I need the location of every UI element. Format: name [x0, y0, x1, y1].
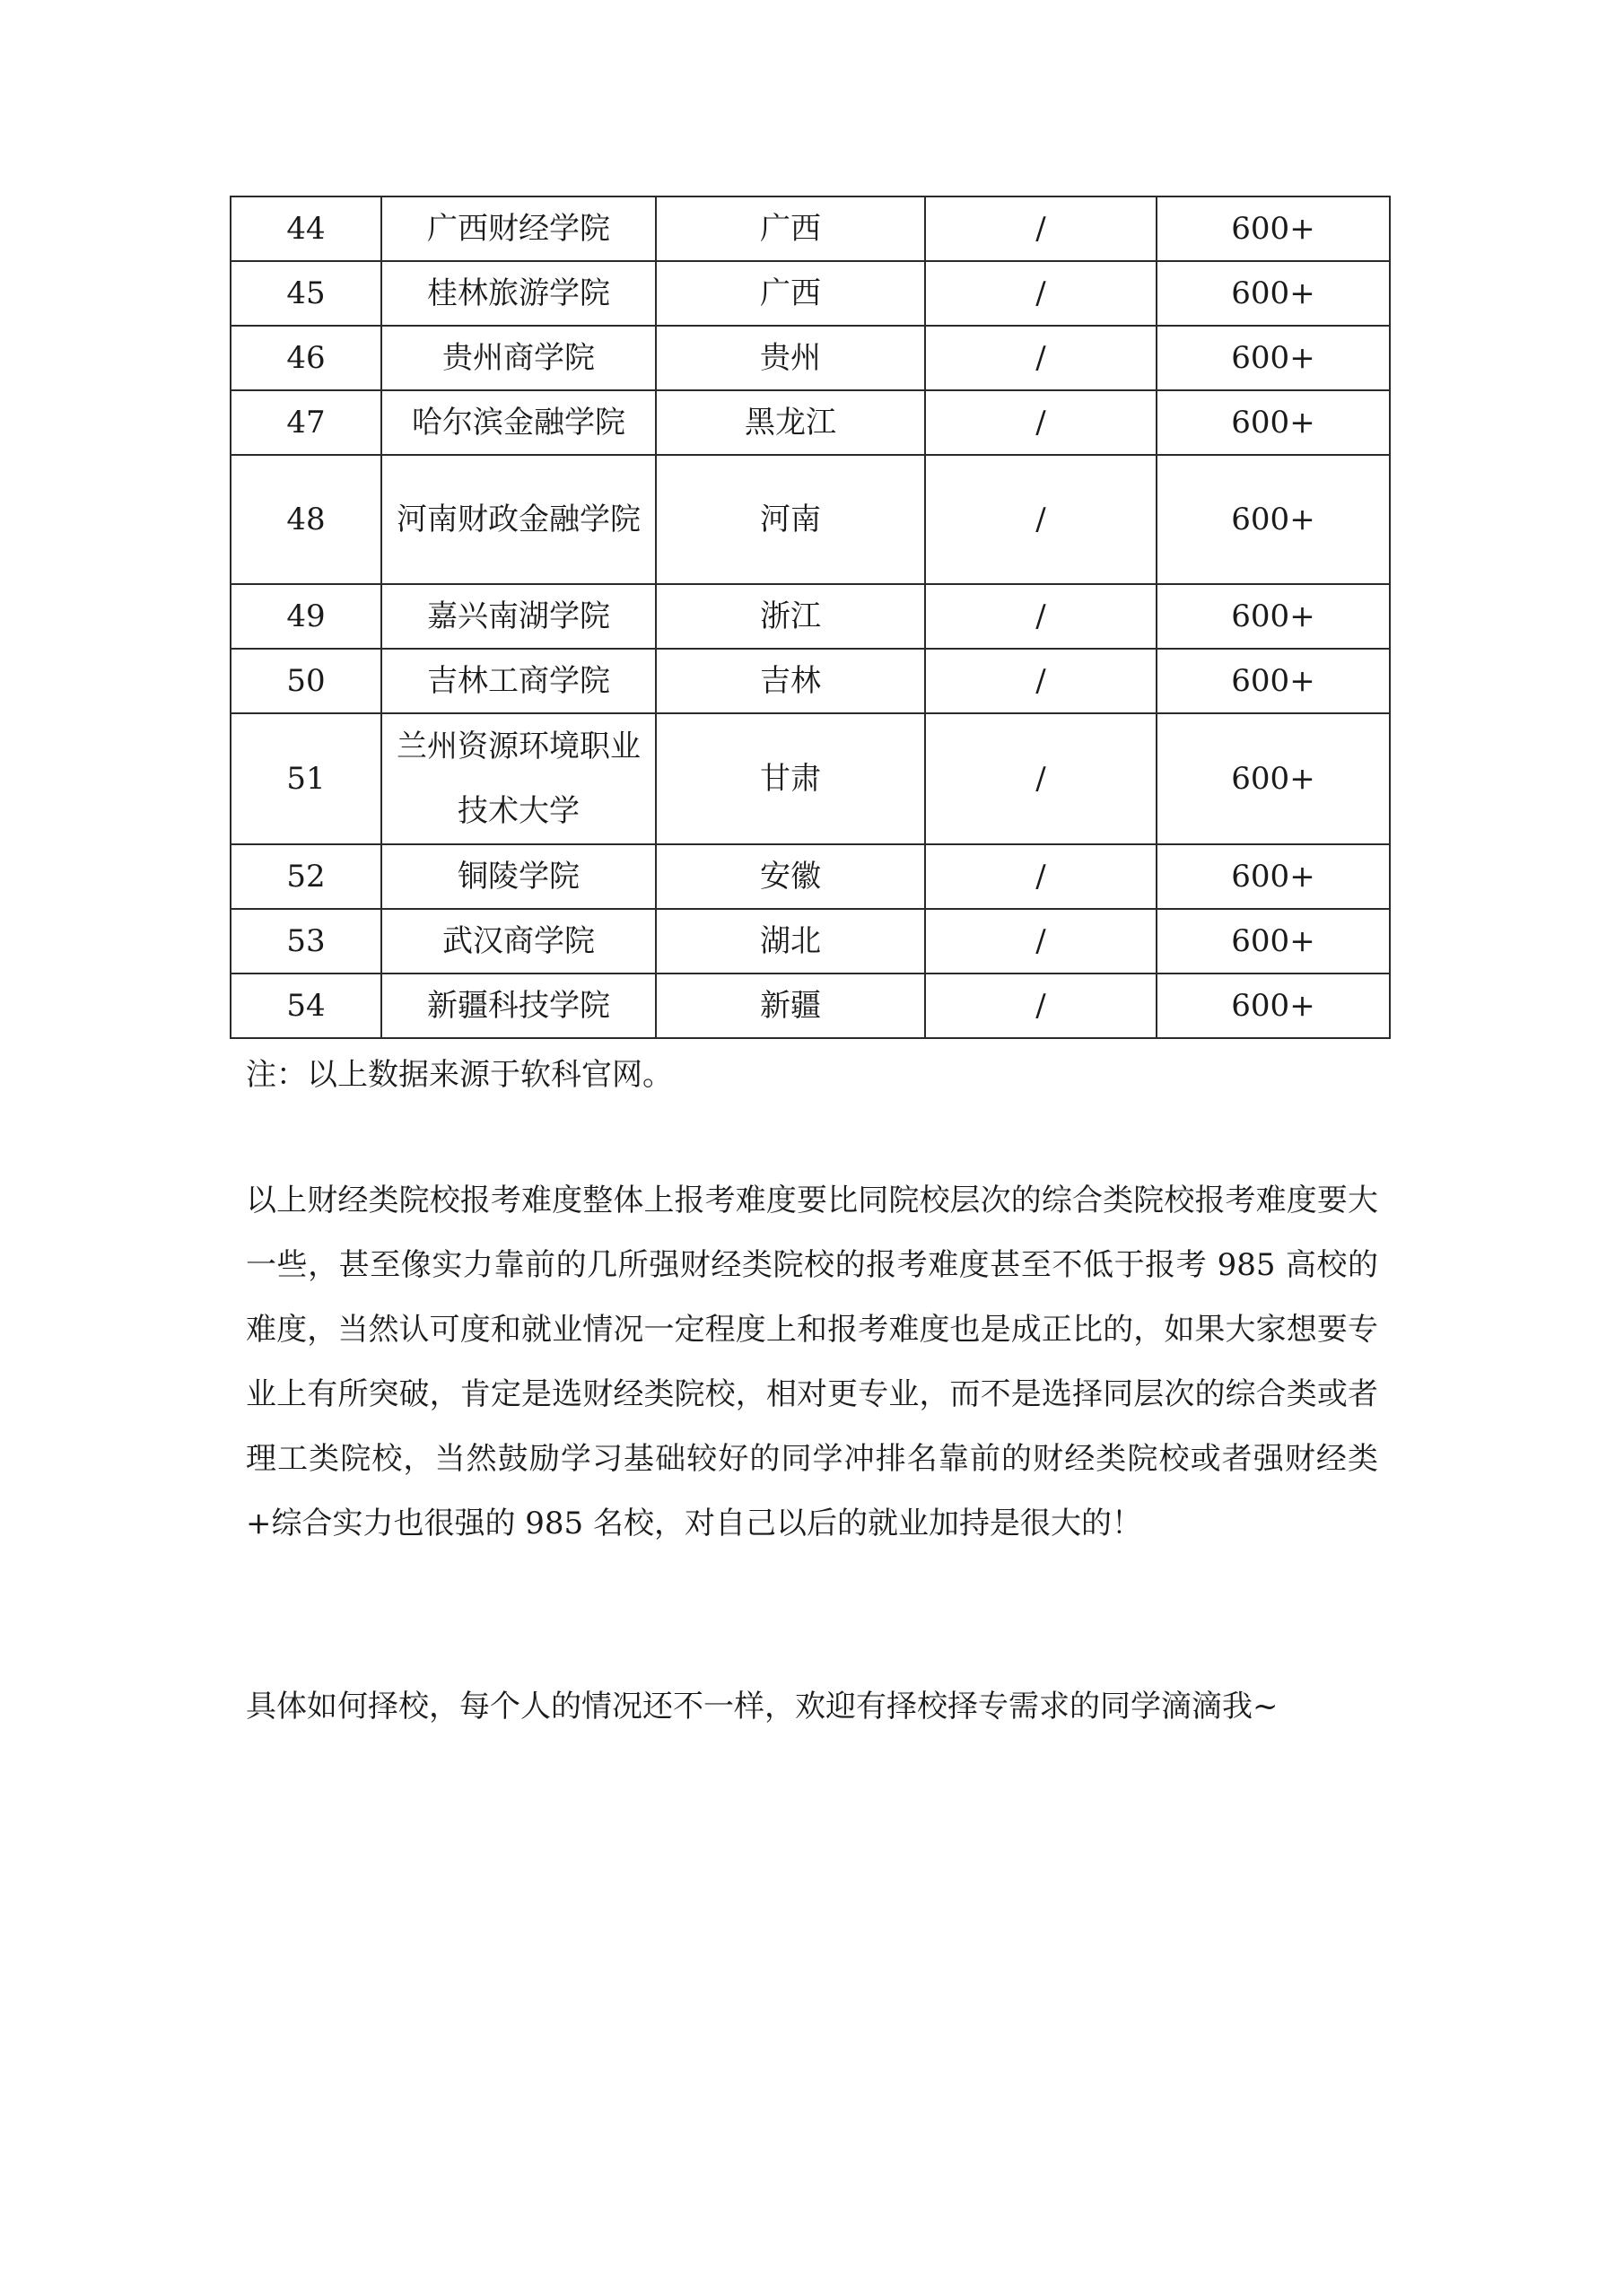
table-row [231, 909, 1390, 973]
line-cell: 600+ [1157, 649, 1390, 713]
line-cell: 600+ [1157, 584, 1390, 649]
school-name-cell: 兰州资源环境职业技术大学 [381, 713, 656, 844]
score-cell: / [925, 713, 1157, 844]
rank-cell: 45 [231, 261, 381, 326]
line-cell: 600+ [1157, 844, 1390, 909]
table-row [231, 390, 1390, 455]
region-cell: 浙江 [656, 584, 925, 649]
score-cell: / [925, 326, 1157, 390]
body-paragraph-analysis: 以上财经类院校报考难度整体上报考难度要比同院校层次的综合类院校报考难度要大一些，甚至像实力靠前的几所强财经类院校的报考难度甚至不低于报考 985 高校的难度，当然认可度和就业情况一定程度上和报考难度也是成正比的，如果大家想要专业上有所突破，肯定是选财经类院校，相对更专业，而不是选择同层次的综合类或者理工类院校，当然鼓励学习基础较好的同学冲排名靠前的财经类院校或者强财经类+综合实力也很强的 985 名校，对自己以后的就业加持是很大的！ [246, 1183, 1378, 1541]
score-cell: / [925, 649, 1157, 713]
line-cell: 600+ [1157, 326, 1390, 390]
region-cell: 广西 [656, 261, 925, 326]
school-name-cell: 广西财经学院 [381, 196, 656, 261]
table-row [231, 649, 1390, 713]
school-name-cell: 桂林旅游学院 [381, 261, 656, 326]
line-cell: 600+ [1157, 261, 1390, 326]
source-note: 注：以上数据来源于软科官网。 [246, 1057, 673, 1093]
score-cell: / [925, 261, 1157, 326]
school-name-cell: 武汉商学院 [381, 909, 656, 973]
table-row [231, 196, 1390, 261]
region-cell: 湖北 [656, 909, 925, 973]
rank-cell: 44 [231, 196, 381, 261]
rank-cell: 49 [231, 584, 381, 649]
school-name-cell: 贵州商学院 [381, 326, 656, 390]
line-cell: 600+ [1157, 713, 1390, 844]
table-row [231, 455, 1390, 584]
score-cell: / [925, 196, 1157, 261]
line-cell: 600+ [1157, 455, 1390, 584]
region-cell: 广西 [656, 196, 925, 261]
rank-cell: 54 [231, 973, 381, 1038]
region-cell: 安徽 [656, 844, 925, 909]
table-row [231, 844, 1390, 909]
region-cell: 新疆 [656, 973, 925, 1038]
score-cell: / [925, 909, 1157, 973]
school-name-cell: 嘉兴南湖学院 [381, 584, 656, 649]
school-name-cell: 河南财政金融学院 [381, 455, 656, 584]
rank-cell: 52 [231, 844, 381, 909]
region-cell: 甘肃 [656, 713, 925, 844]
table-row [231, 326, 1390, 390]
line-cell: 600+ [1157, 196, 1390, 261]
score-cell: / [925, 973, 1157, 1038]
region-cell: 贵州 [656, 326, 925, 390]
school-name-cell: 吉林工商学院 [381, 649, 656, 713]
line-cell: 600+ [1157, 390, 1390, 455]
region-cell: 黑龙江 [656, 390, 925, 455]
table-row [231, 713, 1390, 844]
score-cell: / [925, 844, 1157, 909]
rank-cell: 53 [231, 909, 381, 973]
score-cell: / [925, 390, 1157, 455]
score-cell: / [925, 584, 1157, 649]
rank-cell: 47 [231, 390, 381, 455]
table-row [231, 973, 1390, 1038]
rank-cell: 51 [231, 713, 381, 844]
score-cell: / [925, 455, 1157, 584]
table-row [231, 261, 1390, 326]
school-name-cell: 新疆科技学院 [381, 973, 656, 1038]
body-paragraph-closing: 具体如何择校，每个人的情况还不一样，欢迎有择校择专需求的同学滴滴我~ [246, 1689, 1279, 1724]
rank-cell: 48 [231, 455, 381, 584]
region-cell: 河南 [656, 455, 925, 584]
region-cell: 吉林 [656, 649, 925, 713]
table-row [231, 584, 1390, 649]
rank-cell: 50 [231, 649, 381, 713]
line-cell: 600+ [1157, 909, 1390, 973]
school-name-cell: 哈尔滨金融学院 [381, 390, 656, 455]
university-table [230, 196, 1391, 1039]
line-cell: 600+ [1157, 973, 1390, 1038]
rank-cell: 46 [231, 326, 381, 390]
school-name-cell: 铜陵学院 [381, 844, 656, 909]
